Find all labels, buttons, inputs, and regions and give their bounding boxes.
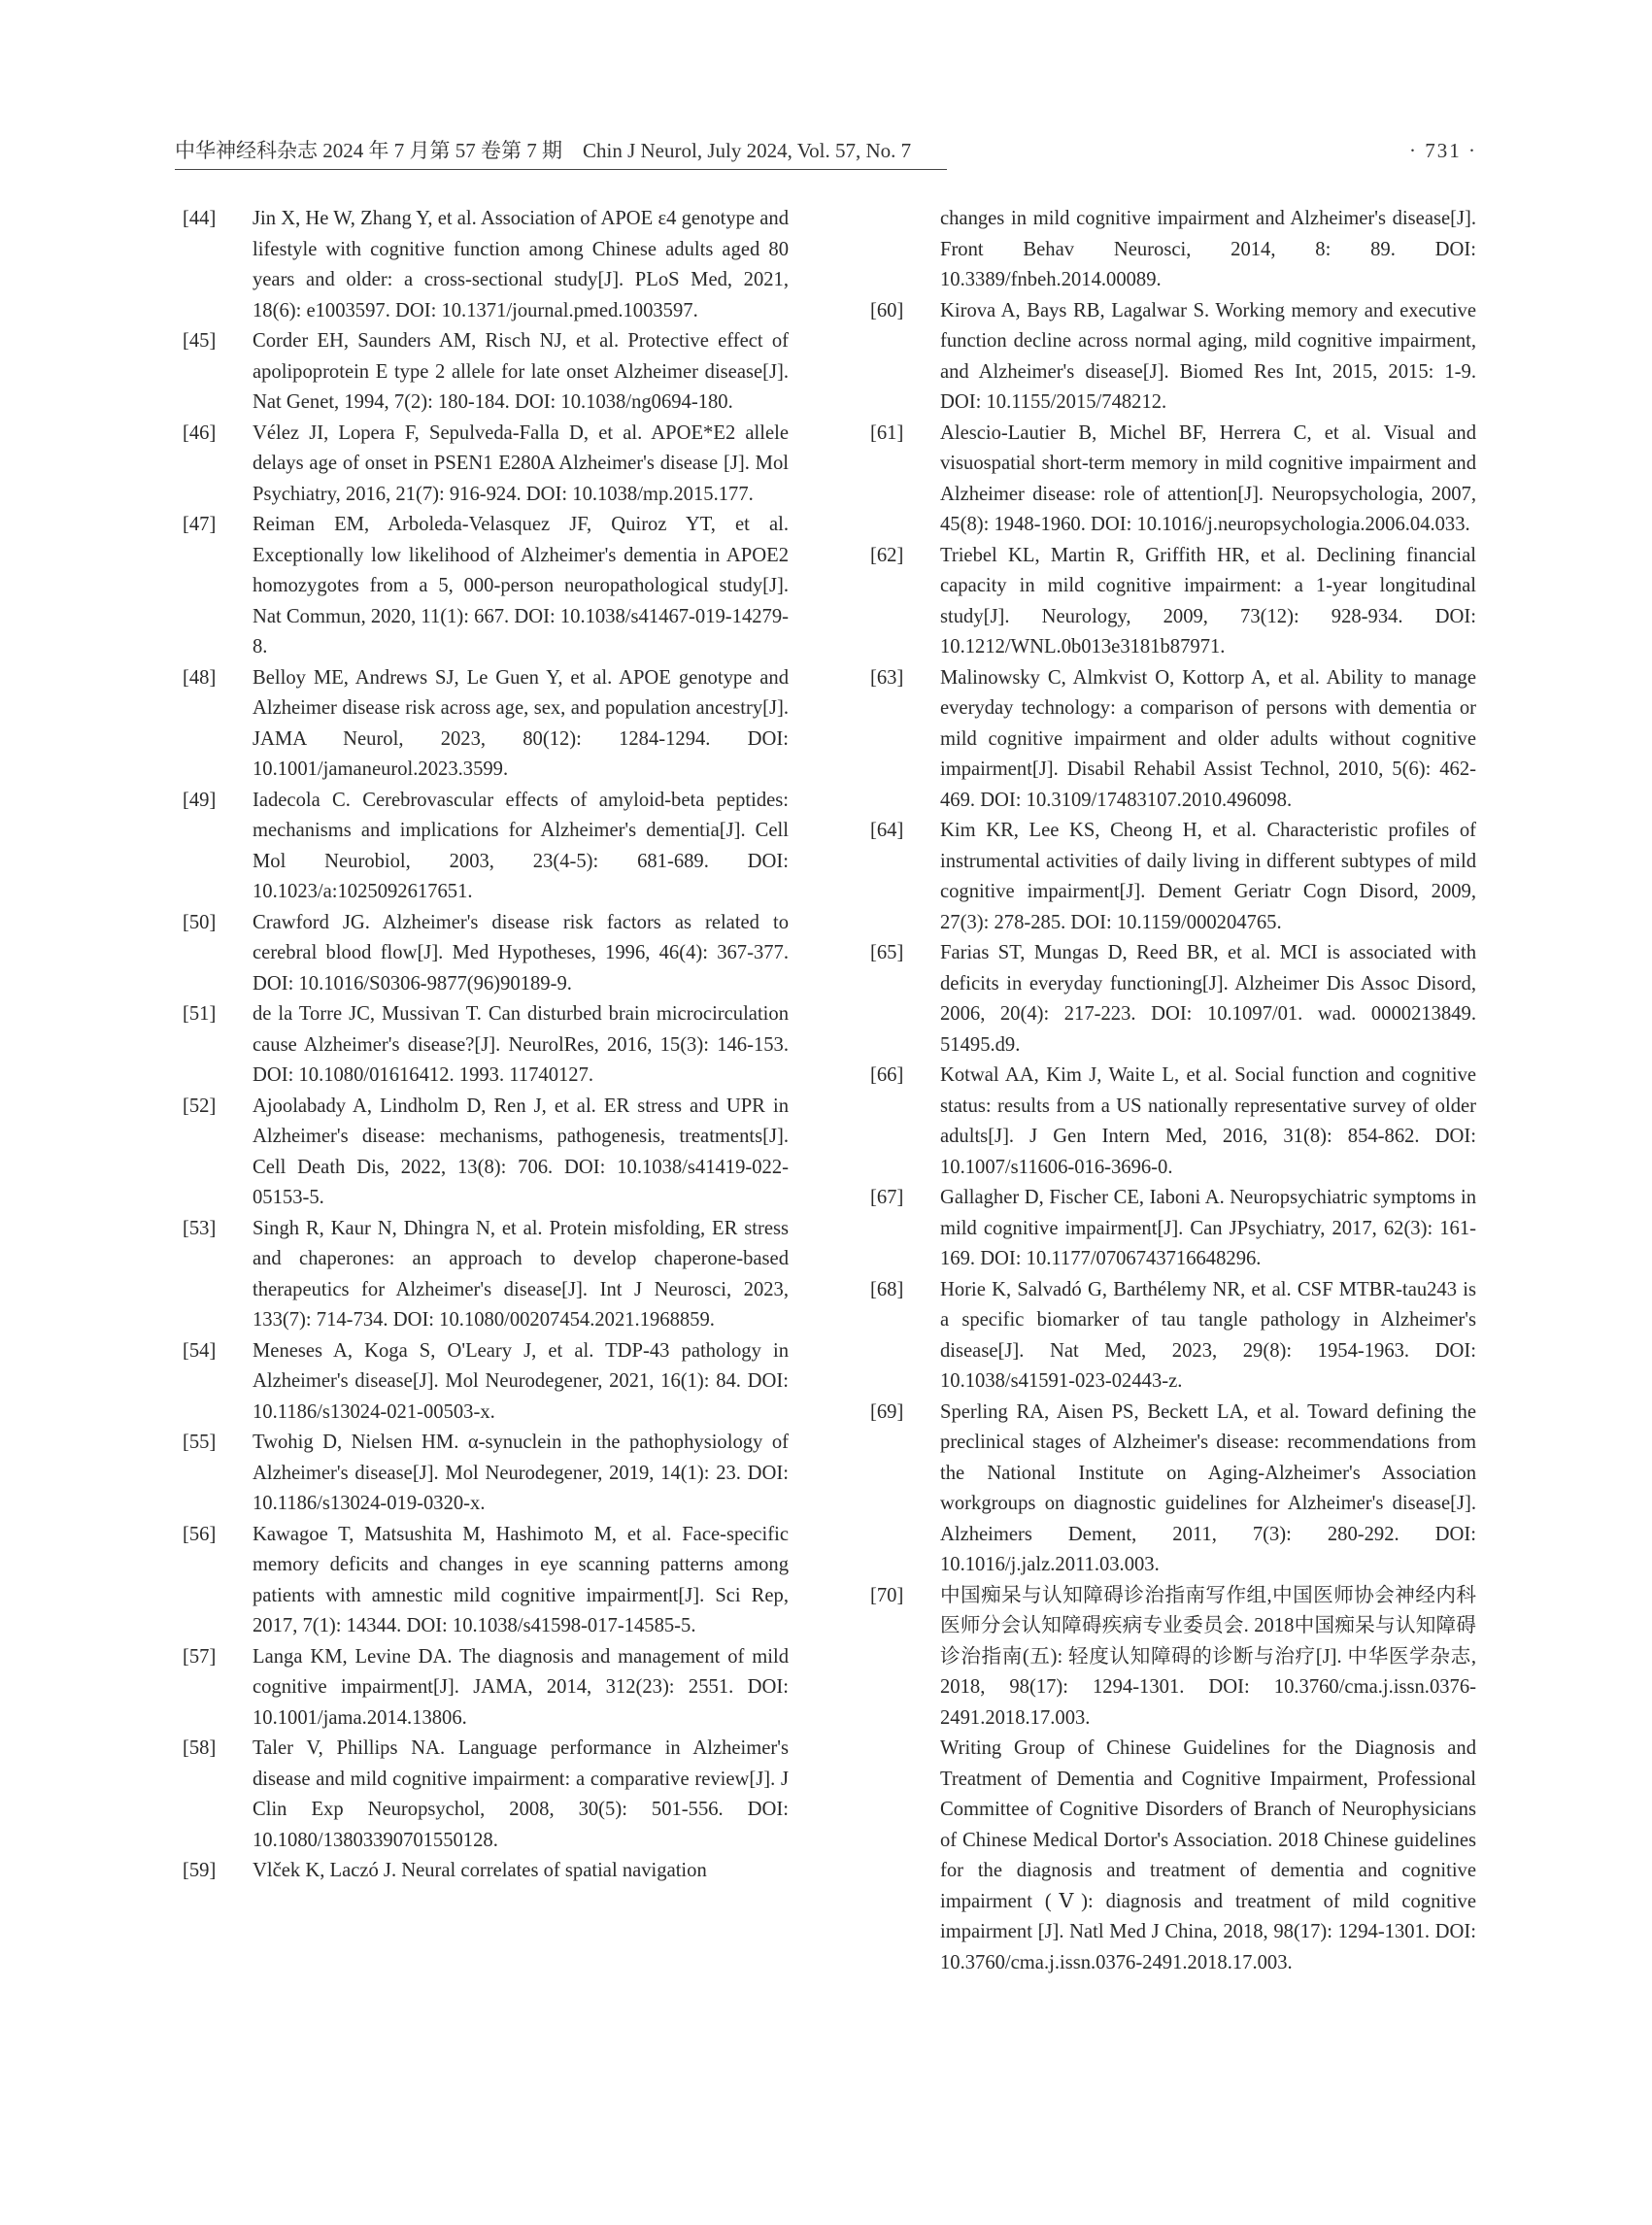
reference-text: Farias ST, Mungas D, Reed BR, et al. MCI is associated with deficits in everyday functioning[J]. Alzheimer Dis Assoc Disord, 2006, 20(4): 217-223. DOI: 10.1097/01. wad. 0000213849. 51495.d9. — [940, 942, 1476, 1056]
reference-59-continuation: changes in mild cognitive impairment and Alzheimer's disease[J]. Front Behav Neurosci, 2014, 8: 89. DOI: 10.3389/fnbeh.2014.00089. — [940, 208, 1476, 290]
reference-text: Malinowsky C, Almkvist O, Kottorp A, et al. Ability to manage everyday technology: a comparison of persons with dementia or mild cognitive impairment and older adults without cognitive impairment[J]. Disabil Rehabil Assist Technol, 2010, 5(6): 462-469. DOI: 10.3109/17483107.2010.496098. — [940, 666, 1476, 811]
running-header — [175, 134, 1477, 167]
reference-text: Gallagher D, Fischer CE, Iaboni A. Neuropsychiatric symptoms in mild cognitive impairment[J]. Can JPsychiatry, 2017, 62(3): 161-169. DOI: 10.1177/0706743716648296. — [940, 1187, 1476, 1269]
reference-45 — [183, 326, 789, 419]
reference-number: [68] — [870, 1278, 904, 1300]
reference-49 — [183, 786, 789, 908]
reference-number: [55] — [183, 1432, 217, 1453]
reference-number: [69] — [870, 1400, 904, 1423]
reference-46 — [183, 419, 789, 511]
reference-number: [48] — [183, 666, 217, 689]
reference-text: Kim KR, Lee KS, Cheong H, et al. Characteristic profiles of instrumental activities of daily living in different subtypes of mild cognitive impairment[J]. Dement Geriatr Cogn Disord, 2009, 27(3): 278-285. DOI: 10.1159/000204765. — [940, 820, 1476, 933]
reference-number: [62] — [870, 544, 904, 566]
reference-number: [53] — [183, 1217, 217, 1239]
reference-text: Reiman EM, Arboleda-Velasquez JF, Quiroz YT, et al. Exceptionally low likelihood of Alzheimer's dementia in APOE2 homozygotes from a 5, 000-person neuropathological study[J]. Nat Commun, 2020, 11(1): 667. DOI: 10.1038/s41467-019-14279-8. — [253, 514, 789, 657]
reference-62 — [870, 541, 1476, 663]
reference-number: [64] — [870, 820, 904, 841]
reference-text: Meneses A, Koga S, O'Leary J, et al. TDP-43 pathology in Alzheimer's disease[J]. Mol Neurodegener, 2021, 16(1): 84. DOI: 10.1186/s13024-021-00503-x. — [253, 1339, 789, 1423]
reference-number: [59] — [183, 1860, 217, 1881]
reference-70-english-translation: Writing Group of Chinese Guidelines for the Diagnosis and Treatment of Dementia and Cognitive Impairment, Professional Committee of Cognitive Disorders of Branch of Neurophysicians of Chinese Medical Dortor's Association. 2018 Chinese guidelines for the diagnosis and treatment of dementia and cognitive impairment (Ⅴ): diagnosis and treatment of mild cognitive impairment [J]. Natl Med J China, 2018, 98(17): 1294-1301. DOI: 10.3760/cma.j.issn.0376-2491.2018.17.003. — [940, 1737, 1476, 1973]
reference-text: Kawagoe T, Matsushita M, Hashimoto M, et al. Face-specific memory deficits and changes in eye scanning patterns among patients with amnestic mild cognitive impairment[J]. Sci Rep, 2017, 7(1): 14344. DOI: 10.1038/s41598-017-14585-5. — [253, 1523, 789, 1636]
page-number: · 731 · — [1409, 139, 1477, 162]
reference-text: 中国痴呆与认知障碍诊治指南写作组,中国医师协会神经内科医师分会认知障碍疾病专业委员会. 2018中国痴呆与认知障碍诊治指南(五): 轻度认知障碍的诊断与治疗[J]. 中华医学杂志, 2018, 98(17): 1294-1301. DOI: 10.3760/cma.j.issn.0376-2491.2018.17.003. — [940, 1584, 1476, 1729]
reference-text: Alescio-Lautier B, Michel BF, Herrera C, et al. Visual and visuospatial short-term memory in mild cognitive impairment and Alzheimer disease: role of attention[J]. Neuropsychologia, 2007, 45(8): 1948-1960. DOI: 10.1016/j.neuropsychologia.2006.04.033. — [940, 421, 1476, 535]
reference-text: Iadecola C. Cerebrovascular effects of amyloid-beta peptides: mechanisms and implications for Alzheimer's dementia[J]. Cell Mol Neurobiol, 2003, 23(4-5): 681-689. DOI: 10.1023/a:1025092617651. — [253, 789, 789, 902]
reference-44 — [183, 204, 789, 326]
reference-number: [51] — [183, 1003, 217, 1025]
reference-text: Corder EH, Saunders AM, Risch NJ, et al. Protective effect of apolipoprotein E type 2 allele for late onset Alzheimer disease[J]. Nat Genet, 1994, 7(2): 180-184. DOI: 10.1038/ng0694-180. — [253, 330, 789, 413]
reference-55 — [183, 1428, 789, 1520]
reference-64 — [870, 816, 1476, 938]
reference-text: Vélez JI, Lopera F, Sepulveda-Falla D, et al. APOE*E2 allele delays age of onset in PSEN1 E280A Alzheimer's disease [J]. Mol Psychiatry, 2016, 21(7): 916-924. DOI: 10.1038/mp.2015.177. — [253, 421, 789, 505]
reference-number: [61] — [870, 421, 904, 444]
reference-59 — [183, 1856, 789, 1887]
reference-number: [45] — [183, 330, 217, 352]
reference-63 — [870, 663, 1476, 817]
reference-52 — [183, 1092, 789, 1214]
reference-number: [66] — [870, 1064, 904, 1086]
reference-text: Horie K, Salvadó G, Barthélemy NR, et al. CSF MTBR-tau243 is a specific biomarker of tau tangle pathology in Alzheimer's disease[J]. Nat Med, 2023, 29(8): 1954-1963. DOI: 10.1038/s41591-023-02443-z. — [940, 1278, 1476, 1392]
left-column — [183, 204, 789, 1887]
reference-70 — [870, 1581, 1476, 1735]
reference-text: de la Torre JC, Mussivan T. Can disturbed brain microcirculation cause Alzheimer's disease?[J]. NeurolRes, 2016, 15(3): 146-153. DOI: 10.1080/01616412. 1993. 11740127. — [253, 1003, 789, 1086]
reference-54 — [183, 1336, 789, 1429]
reference-number: [50] — [183, 911, 217, 933]
reference-number: [56] — [183, 1523, 217, 1545]
reference-53 — [183, 1214, 789, 1336]
reference-text: Singh R, Kaur N, Dhingra N, et al. Protein misfolding, ER stress and chaperones: an approach to develop chaperone-based therapeutics for Alzheimer's disease[J]. Int J Neurosci, 2023, 133(7): 714-734. DOI: 10.1080/00207454.2021.1968859. — [253, 1217, 789, 1331]
reference-65 — [870, 938, 1476, 1061]
reference-text: Belloy ME, Andrews SJ, Le Guen Y, et al. APOE genotype and Alzheimer disease risk across age, sex, and population ancestry[J]. JAMA Neurol, 2023, 80(12): 1284-1294. DOI: 10.1001/jamaneurol.2023.3599. — [253, 666, 789, 780]
reference-number: [52] — [183, 1095, 217, 1117]
reference-58 — [183, 1734, 789, 1856]
right-column — [870, 204, 1476, 1978]
reference-text: Langa KM, Levine DA. The diagnosis and management of mild cognitive impairment[J]. JAMA, 2014, 312(23): 2551. DOI: 10.1001/jama.2014.13806. — [253, 1645, 789, 1729]
reference-66 — [870, 1061, 1476, 1183]
reference-number: [67] — [870, 1187, 904, 1208]
reference-text: Taler V, Phillips NA. Language performance in Alzheimer's disease and mild cognitive impairment: a comparative review[J]. J Clin Exp Neuropsychol, 2008, 30(5): 501-556. DOI: 10.1080/13803390701550128. — [253, 1737, 789, 1851]
reference-text: Vlček K, Laczó J. Neural correlates of spatial navigation — [253, 1860, 707, 1881]
reference-60 — [870, 296, 1476, 419]
reference-number: [49] — [183, 789, 217, 811]
reference-text: Sperling RA, Aisen PS, Beckett LA, et al. Toward defining the preclinical stages of Alzheimer's disease: recommendations from the National Institute on Aging-Alzheimer's Association workgroups on diagnostic guidelines for Alzheimer's disease[J]. Alzheimers Dement, 2011, 7(3): 280-292. DOI: 10.1016/j.jalz.2011.03.003. — [940, 1400, 1476, 1575]
reference-number: [44] — [183, 208, 217, 229]
reference-text: Kirova A, Bays RB, Lagalwar S. Working memory and executive function decline across normal aging, mild cognitive impairment, and Alzheimer's disease[J]. Biomed Res Int, 2015, 2015: 1-9. DOI: 10.1155/2015/748212. — [940, 299, 1476, 413]
reference-number: [63] — [870, 666, 904, 689]
reference-68 — [870, 1275, 1476, 1398]
reference-text: Twohig D, Nielsen HM. α-synuclein in the pathophysiology of Alzheimer's disease[J]. Mol Neurodegener, 2019, 14(1): 23. DOI: 10.1186/s13024-019-0320-x. — [253, 1432, 789, 1514]
reference-number: [60] — [870, 299, 904, 321]
reference-50 — [183, 908, 789, 1000]
reference-47 — [183, 510, 789, 663]
reference-number: [47] — [183, 514, 217, 535]
reference-number: [70] — [870, 1584, 904, 1606]
reference-number: [58] — [183, 1737, 217, 1759]
reference-number: [65] — [870, 942, 904, 963]
reference-number: [57] — [183, 1645, 217, 1668]
reference-61 — [870, 419, 1476, 541]
reference-56 — [183, 1520, 789, 1642]
header-rule — [175, 169, 947, 170]
reference-text: Jin X, He W, Zhang Y, et al. Association of APOE ε4 genotype and lifestyle with cognitive function among Chinese adults aged 80 years and older: a cross-sectional study[J]. PLoS Med, 2021, 18(6): e1003597. DOI: 10.1371/journal.pmed.1003597. — [253, 208, 789, 321]
reference-number: [46] — [183, 421, 217, 444]
reference-text: Crawford JG. Alzheimer's disease risk factors as related to cerebral blood flow[J]. Med Hypotheses, 1996, 46(4): 367-377. DOI: 10.1016/S0306-9877(96)90189-9. — [253, 911, 789, 995]
reference-text: Kotwal AA, Kim J, Waite L, et al. Social function and cognitive status: results from a US nationally representative survey of older adults[J]. J Gen Intern Med, 2016, 31(8): 854-862. DOI: 10.1007/s11606-016-3696-0. — [940, 1064, 1476, 1178]
reference-51 — [183, 999, 789, 1092]
journal-citation: 中华神经科杂志 2024 年 7 月第 57 卷第 7 期 Chin J Neurol, July 2024, Vol. 57, No. 7 — [175, 139, 912, 162]
reference-number: [54] — [183, 1339, 217, 1362]
reference-67 — [870, 1183, 1476, 1275]
reference-57 — [183, 1642, 789, 1735]
reference-69 — [870, 1398, 1476, 1581]
reference-48 — [183, 663, 789, 786]
reference-text: Triebel KL, Martin R, Griffith HR, et al. Declining financial capacity in mild cognitive impairment: a 1-year longitudinal study[J]. Neurology, 2009, 73(12): 928-934. DOI: 10.1212/WNL.0b013e3181b87971. — [940, 544, 1476, 657]
reference-text: Ajoolabady A, Lindholm D, Ren J, et al. ER stress and UPR in Alzheimer's disease: mechanisms, pathogenesis, treatments[J]. Cell Death Dis, 2022, 13(8): 706. DOI: 10.1038/s41419-022-05153-5. — [253, 1095, 789, 1208]
